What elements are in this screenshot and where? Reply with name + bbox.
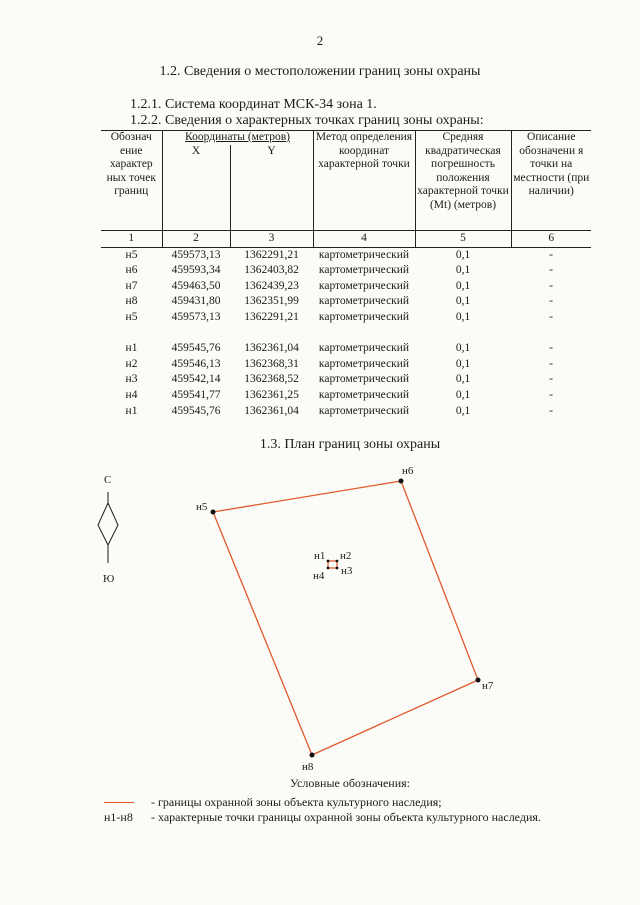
page-number: 2 (316, 33, 324, 48)
table-cell: н7 (125, 279, 138, 292)
table-row (101, 310, 591, 326)
table-cell: - (549, 295, 553, 308)
coordinates-table (101, 130, 591, 419)
section-heading-1-2-2: 1.2.2. Сведения о характерных точках границ зоны охраны: (130, 113, 484, 128)
table-cell: 459541,77 (171, 388, 221, 401)
table-cell: 459573,13 (171, 248, 221, 261)
table-spacer-cell (162, 326, 230, 342)
boundary-plan (0, 455, 640, 775)
section-heading-1-2: 1.2. Сведения о местоположении границ зоны охраны (159, 64, 481, 79)
table-cell: - (549, 279, 553, 292)
point-n3-label: н3 (341, 565, 353, 577)
table-cell: картометрический (318, 404, 410, 417)
column-number: 5 (415, 231, 511, 248)
table-cell: - (549, 310, 553, 323)
table-cell: 459573,13 (171, 310, 221, 323)
table-row (101, 294, 591, 310)
column-number: 2 (162, 231, 230, 248)
table-cell: картометрический (318, 388, 410, 401)
table-cell: 1362403,82 (244, 264, 299, 277)
table-cell: 1362439,23 (244, 279, 299, 292)
legend-points-text: - характерные точки границы охранной зоны объекта культурного наследия. (151, 810, 541, 824)
point-n6-marker (399, 479, 404, 484)
table-cell: 1362351,99 (244, 295, 299, 308)
table-cell: 1362291,21 (244, 248, 299, 261)
table-cell: н1 (125, 342, 138, 355)
table-cell: 459546,13 (171, 357, 221, 370)
section-heading-1-3: 1.3. План границ зоны охраны (259, 437, 441, 452)
table-spacer-cell (511, 326, 591, 342)
legend-title: Условные обозначения: (289, 776, 411, 790)
legend-line-text: - границы охранной зоны объекта культурного наследия; (151, 795, 442, 809)
table-row (101, 341, 591, 357)
table-row (101, 263, 591, 279)
table-cell: 459431,80 (171, 295, 221, 308)
table-cell: 459593,34 (171, 264, 221, 277)
column-number: 1 (101, 231, 162, 248)
table-cell: н8 (125, 295, 138, 308)
table-cell: 1362361,04 (244, 342, 299, 355)
column-number: 6 (511, 231, 591, 248)
table-spacer-cell (415, 326, 511, 342)
point-n6-label: н6 (402, 465, 414, 477)
header-y: Y (230, 145, 313, 231)
point-n7-marker (476, 678, 481, 683)
table-cell: - (549, 373, 553, 386)
table-cell: картометрический (318, 248, 410, 261)
point-n1-marker (327, 560, 330, 563)
table-cell: 1362291,21 (244, 310, 299, 323)
table-cell: картометрический (318, 295, 410, 308)
header-method: Метод определения координат характерной точки (313, 131, 415, 231)
header-description: Описание обозначени я точки на местности (при наличии) (511, 131, 591, 231)
table-cell: 1362368,31 (244, 357, 299, 370)
table-spacer-cell (313, 326, 415, 342)
table-spacer-cell (101, 326, 162, 342)
point-n2-label: н2 (340, 550, 352, 562)
header-x: X (162, 145, 230, 231)
point-n4-label: н4 (313, 570, 325, 582)
outer-boundary-line (213, 481, 478, 755)
table-cell: 459542,14 (171, 373, 221, 386)
table-row (101, 247, 591, 263)
table-cell: 0,1 (455, 373, 471, 386)
header-coordinates: Координаты (метров) (162, 131, 313, 145)
table-cell: 459545,76 (171, 342, 221, 355)
header-point-designation: Обознач ение характер ных точек границ (101, 131, 162, 231)
compass-south-label: Ю (103, 573, 115, 585)
column-number: 3 (230, 231, 313, 248)
table-spacer-row (101, 326, 591, 342)
compass-north-label: С (104, 474, 112, 486)
table-row (101, 404, 591, 420)
table-cell: н5 (125, 310, 138, 323)
table-cell: - (549, 357, 553, 370)
point-n7-label: н7 (482, 680, 494, 692)
table-cell: 1362361,04 (244, 404, 299, 417)
table-cell: 1362368,52 (244, 373, 299, 386)
table-cell: картометрический (318, 357, 410, 370)
table-cell: н1 (125, 404, 138, 417)
table-cell: н3 (125, 373, 138, 386)
table-cell: картометрический (318, 310, 410, 323)
table-cell: - (549, 404, 553, 417)
table-row (101, 388, 591, 404)
table-cell: 0,1 (455, 295, 471, 308)
table-cell: картометрический (318, 373, 410, 386)
legend-points-symbol: н1-н8 (104, 810, 133, 824)
table-cell: 0,1 (455, 248, 471, 261)
table-spacer-cell (230, 326, 313, 342)
table-cell: 0,1 (455, 388, 471, 401)
point-n4-marker (327, 567, 330, 570)
table-cell: - (549, 388, 553, 401)
header-error: Средняя квадратическая погрешность положения характерной точки (Mt) (метров) (415, 131, 511, 231)
point-n8-label: н8 (302, 761, 314, 773)
column-number: 4 (313, 231, 415, 248)
table-cell: картометрический (318, 279, 410, 292)
column-numbers-row (101, 231, 591, 248)
table-cell: 0,1 (455, 342, 471, 355)
table-cell: - (549, 264, 553, 277)
point-n1-label: н1 (314, 550, 326, 562)
inner-boundary-line (328, 561, 337, 568)
table-cell: 0,1 (455, 264, 471, 277)
table-cell: н4 (125, 388, 138, 401)
point-n5-label: н5 (196, 501, 208, 513)
legend-line-symbol (104, 802, 134, 803)
table-cell: 0,1 (455, 310, 471, 323)
point-n3-marker (336, 567, 339, 570)
table-cell: н5 (125, 248, 138, 261)
table-cell: картометрический (318, 342, 410, 355)
table-cell: 459463,50 (171, 279, 221, 292)
table-row (101, 357, 591, 373)
table-cell: - (549, 248, 553, 261)
point-n5-marker (211, 510, 216, 515)
table-cell: 0,1 (455, 279, 471, 292)
table-cell: н6 (125, 264, 138, 277)
table-cell: 0,1 (455, 404, 471, 417)
table-cell: картометрический (318, 264, 410, 277)
table-row (101, 279, 591, 295)
point-n8-marker (310, 753, 315, 758)
table-cell: н2 (125, 357, 138, 370)
table-row (101, 372, 591, 388)
compass-icon (98, 474, 118, 585)
section-heading-1-2-1: 1.2.1. Система координат МСК-34 зона 1. (130, 97, 377, 112)
coordinates-table-body (101, 247, 591, 419)
table-cell: 1362361,25 (244, 388, 299, 401)
point-n2-marker (336, 560, 339, 563)
table-cell: 0,1 (455, 357, 471, 370)
table-cell: 459545,76 (171, 404, 221, 417)
table-cell: - (549, 342, 553, 355)
